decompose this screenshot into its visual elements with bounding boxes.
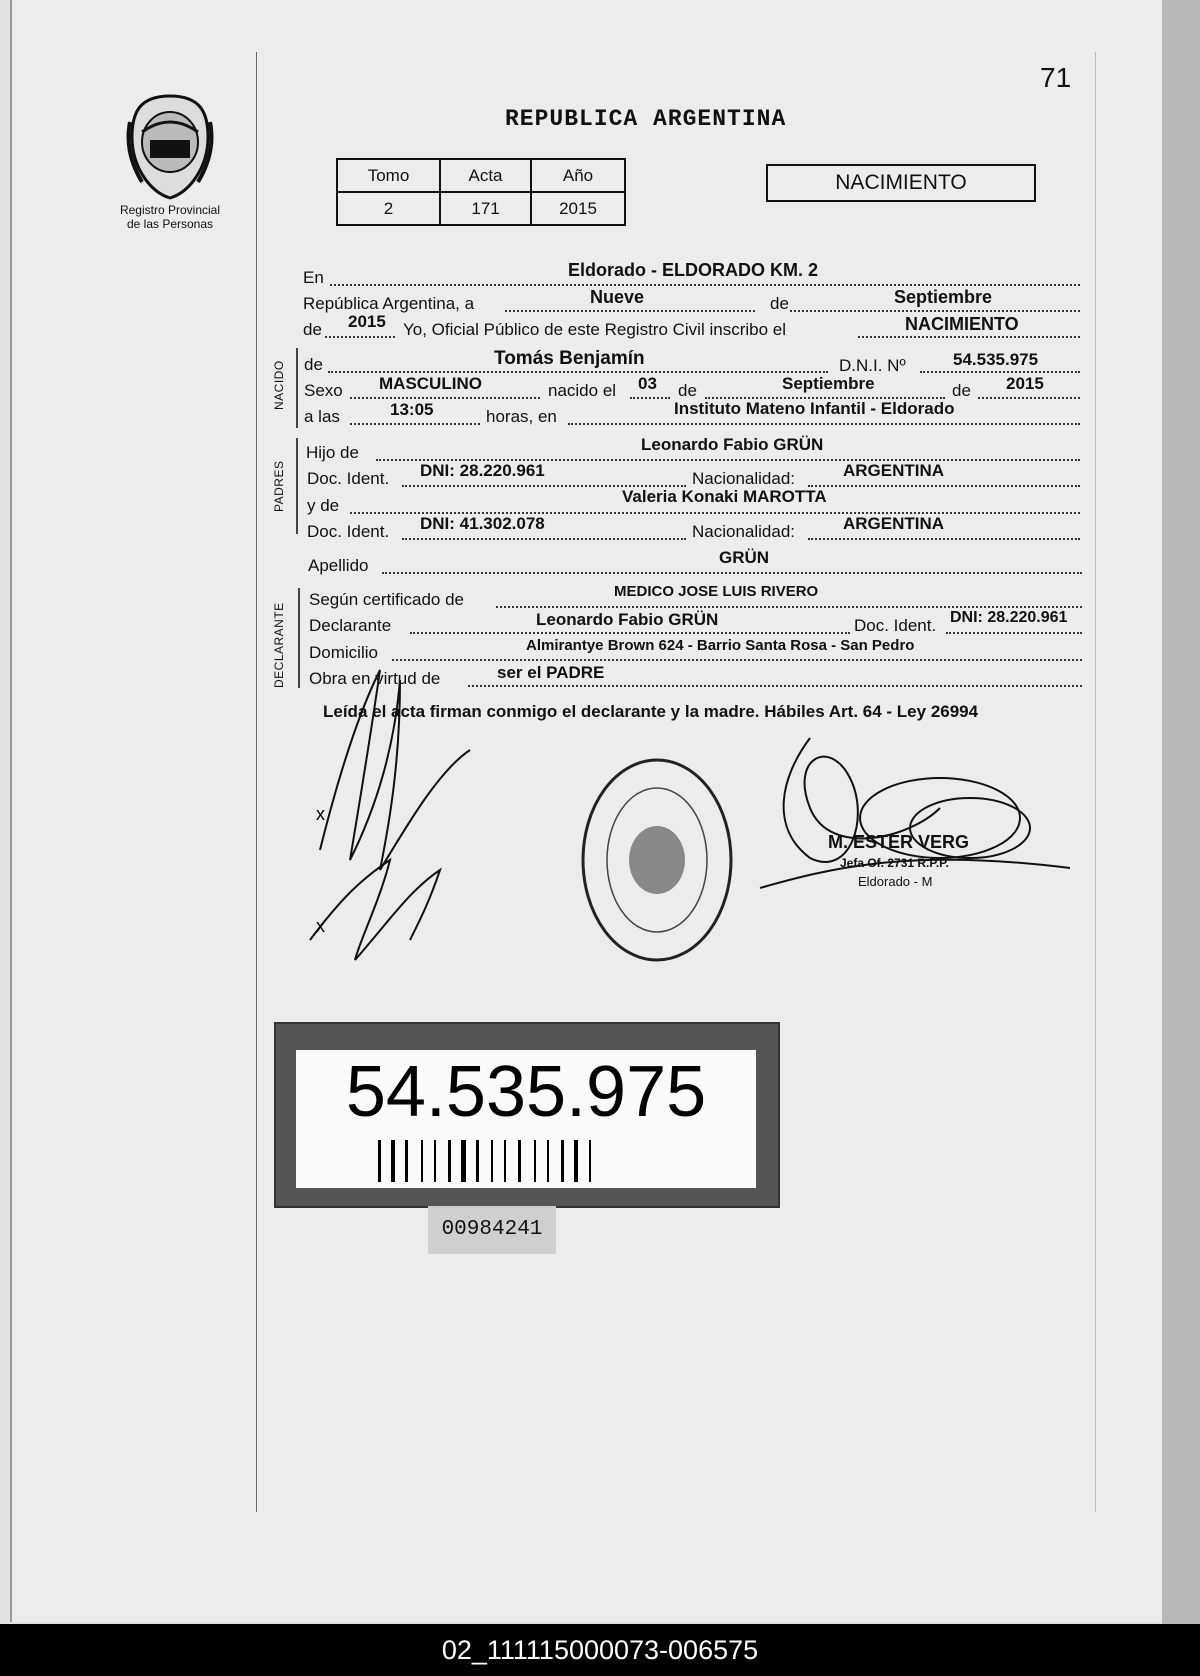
barcode-bar	[378, 1140, 381, 1182]
value-apellido: GRÜN	[719, 548, 770, 567]
label-doc-ident-3: Doc. Ident.	[854, 616, 937, 635]
closing-note: Leída el acta firman conmigo el declarante y la madre. Hábiles Art. 64 - Ley 26994	[323, 702, 979, 721]
barcode-bar	[504, 1140, 506, 1182]
fill-line	[328, 371, 828, 373]
page-edge-shadow	[1162, 0, 1200, 1624]
label-de3: de	[952, 381, 971, 400]
fill-line	[946, 632, 1082, 634]
value-lugar-nac: Instituto Mateno Infantil - Eldorado	[674, 399, 955, 418]
barcode-bar	[491, 1140, 493, 1182]
dni-label-number: 54.535.975	[345, 1052, 707, 1132]
fill-line	[978, 397, 1080, 399]
label-horas-en: horas, en	[486, 407, 557, 426]
svg-text:x: x	[316, 916, 325, 936]
side-label-nacido: NACIDO	[272, 360, 286, 410]
label-nacido-el: nacido el	[548, 381, 617, 400]
value-declarante-doc: DNI: 28.220.961	[950, 609, 1068, 626]
label-en: En	[303, 268, 324, 287]
logo-caption-line2: de las Personas	[126, 217, 214, 231]
table-header-acta: Acta	[440, 159, 531, 192]
misiones-crest-icon	[120, 92, 220, 202]
signature-declarante	[300, 650, 500, 970]
value-padre-nac: ARGENTINA	[843, 461, 945, 480]
value-sexo: MASCULINO	[379, 374, 482, 393]
label-sexo: Sexo	[304, 381, 343, 400]
barcode-bar	[476, 1140, 479, 1182]
fill-line	[505, 310, 755, 312]
label-declarante: Declarante	[309, 616, 392, 635]
label-de-year: de	[303, 320, 322, 339]
label-nacionalidad-1: Nacionalidad:	[692, 469, 796, 488]
fill-line	[630, 397, 670, 399]
label-de-month: de	[770, 294, 789, 313]
barcode-bar	[448, 1140, 451, 1182]
fill-line	[496, 606, 1082, 608]
fill-line	[410, 632, 850, 634]
section-rule-nacido	[296, 348, 298, 428]
value-nombre: Tomás Benjamín	[494, 348, 645, 369]
official-seal	[572, 752, 742, 972]
value-padre: Leonardo Fabio GRÜN	[641, 435, 824, 454]
label-hijo-de: Hijo de	[306, 443, 359, 462]
label-de-name: de	[304, 355, 323, 374]
page-title: REPUBLICA ARGENTINA	[505, 106, 787, 132]
value-padre-doc: DNI: 28.220.961	[420, 461, 545, 480]
barcode-bar	[547, 1140, 549, 1182]
fill-line	[330, 284, 1080, 286]
value-madre-doc: DNI: 41.302.078	[420, 514, 545, 533]
fill-line	[325, 336, 395, 338]
fill-line	[350, 397, 540, 399]
fill-line	[920, 371, 1080, 373]
fill-line	[790, 310, 1080, 312]
label-y-de: y de	[307, 496, 340, 515]
registry-table	[336, 158, 626, 226]
value-nac-mes: Septiembre	[782, 374, 875, 393]
label-doc-ident-1: Doc. Ident.	[307, 469, 390, 488]
value-hora: 13:05	[390, 400, 434, 419]
barcode-bar	[561, 1140, 564, 1182]
margin-rule-right	[1095, 52, 1096, 1512]
barcode-bar	[574, 1140, 578, 1182]
barcode-bar	[434, 1140, 436, 1182]
value-domicilio: Almirantye Brown 624 - Barrio Santa Rosa - San Pedro	[526, 637, 915, 654]
barcode-bar	[518, 1140, 521, 1182]
label-dni: D.N.I. Nº	[839, 356, 906, 375]
table-value-acta: 171	[440, 192, 531, 225]
stamp-official-title: Jefa Of. 2731 R.P.P.	[840, 856, 949, 870]
label-segun-certificado: Según certificado de	[309, 590, 464, 609]
barcode-bar	[421, 1140, 423, 1182]
value-nac-anio: 2015	[1006, 374, 1044, 393]
value-certificado: MEDICO JOSE LUIS RIVERO	[614, 583, 819, 600]
value-tipo: NACIMIENTO	[905, 314, 1019, 334]
section-rule-padres	[296, 438, 298, 534]
value-obra: ser el PADRE	[497, 663, 605, 682]
fill-line	[382, 572, 1082, 574]
dni-label-inner	[296, 1050, 756, 1188]
value-mes: Septiembre	[894, 287, 993, 307]
table-value-tomo: 2	[337, 192, 440, 225]
page-number: 71	[1040, 62, 1072, 93]
logo-caption-line1: Registro Provincial	[119, 203, 221, 217]
label-obra: Obra en virtud de	[309, 669, 441, 688]
dni-label-sticker	[274, 1022, 780, 1208]
value-declarante: Leonardo Fabio GRÜN	[536, 610, 719, 629]
table-value-anio: 2015	[531, 192, 625, 225]
table-header-tomo: Tomo	[337, 159, 440, 192]
fill-line	[468, 685, 1082, 687]
barcode-bar	[534, 1140, 536, 1182]
value-nac-dia: 03	[638, 374, 657, 393]
fill-line	[808, 485, 1080, 487]
fill-line	[858, 336, 1080, 338]
fill-line	[350, 423, 480, 425]
document-type-box: NACIMIENTO	[766, 164, 1036, 202]
fill-line	[568, 423, 1080, 425]
value-dni: 54.535.975	[953, 350, 1039, 369]
label-domicilio: Domicilio	[309, 643, 378, 662]
value-dia: Nueve	[590, 287, 645, 307]
table-header-anio: Año	[531, 159, 625, 192]
value-anio: 2015	[348, 312, 386, 331]
label-inscribo: Yo, Oficial Público de este Registro Civil inscribo el	[403, 320, 786, 339]
side-label-padres: PADRES	[272, 460, 286, 512]
barcode-bar	[391, 1140, 395, 1182]
fill-line	[808, 538, 1080, 540]
logo-caption	[105, 203, 235, 231]
barcode-bar	[461, 1140, 466, 1182]
label-a-las: a las	[304, 407, 340, 426]
label-apellido: Apellido	[308, 556, 369, 575]
svg-text:x: x	[316, 804, 325, 824]
label-doc-ident-2: Doc. Ident.	[307, 522, 390, 541]
barcode-bar	[405, 1140, 408, 1182]
side-label-declarante: DECLARANTE	[272, 602, 286, 688]
barcode-bar	[589, 1140, 591, 1182]
footer-id: 02_111115000073-006575	[0, 1624, 1200, 1676]
margin-rule-left	[256, 52, 257, 1512]
value-madre-nac: ARGENTINA	[843, 514, 945, 533]
label-de2: de	[678, 381, 697, 400]
value-lugar: Eldorado - ELDORADO KM. 2	[568, 260, 819, 280]
serial-number: 00984241	[428, 1206, 556, 1254]
stamp-official-place: Eldorado - M	[858, 874, 933, 889]
barcode-icon	[376, 1140, 676, 1182]
value-madre: Valeria Konaki MAROTTA	[622, 487, 827, 506]
fill-line	[402, 538, 686, 540]
stamp-official-name: M. ESTER VERG	[828, 832, 970, 852]
label-republica: República Argentina, a	[303, 294, 475, 313]
label-nacionalidad-2: Nacionalidad:	[692, 522, 796, 541]
